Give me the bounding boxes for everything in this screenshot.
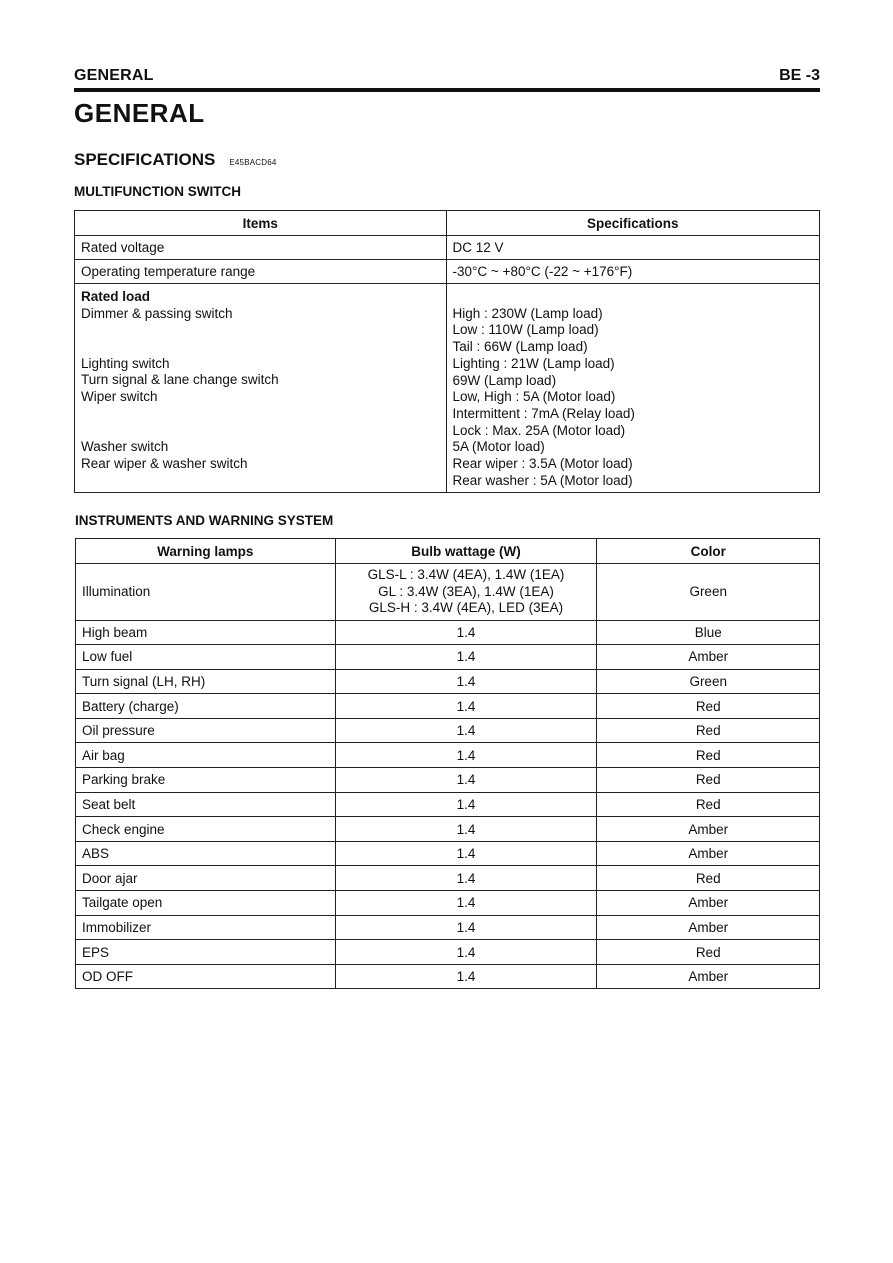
lamp-color: Red [597,940,820,965]
table-header-row [76,539,820,564]
wattage-line: GLS-L : 3.4W (4EA), 1.4W (1EA) [367,567,565,582]
lamp-name: OD OFF [76,964,336,989]
lamp-name: Check engine [76,817,336,842]
item-wiper: Wiper switch [81,389,158,405]
rated-load-items [75,284,447,493]
lamp-name: Battery (charge) [76,694,336,719]
warning-lamps-table [75,538,820,989]
rated-load-specs [446,284,819,493]
spec-line: 69W (Lamp load) [452,372,557,388]
column-header-items: Items [75,211,447,236]
table-row [76,915,820,940]
page-number: BE -3 [779,67,820,84]
column-header-bulb-wattage: Bulb wattage (W) [335,539,597,564]
table-row [76,817,820,842]
spec-line: Low, High : 5A (Motor load) [452,389,616,405]
page-title: GENERAL [74,98,205,128]
item-lighting: Lighting switch [81,355,170,371]
table-row [76,792,820,817]
table-row [76,841,820,866]
lamp-name: ABS [76,841,336,866]
table-row [76,645,820,670]
lamp-wattage: 1.4 [335,891,597,916]
lamp-wattage: 1.4 [335,743,597,768]
item-rated-voltage: Rated voltage [75,236,447,260]
spec-rated-voltage: DC 12 V [446,236,819,260]
lamp-wattage: 1.4 [335,841,597,866]
lamp-name: Door ajar [76,866,336,891]
lamp-name: Air bag [76,743,336,768]
table-row [76,694,820,719]
item-rear-wiper-washer: Rear wiper & washer switch [81,455,248,471]
table-row [76,866,820,891]
lamp-wattage: 1.4 [335,817,597,842]
lamp-name: Immobilizer [76,915,336,940]
table-row [76,669,820,694]
lamp-name: EPS [76,940,336,965]
column-header-specifications: Specifications [446,211,819,236]
lamp-name: Tailgate open [76,891,336,916]
lamp-name: Illumination [76,564,336,621]
lamp-color: Red [597,792,820,817]
table-row [75,236,820,260]
lamp-color: Red [597,743,820,768]
lamp-name: Low fuel [76,645,336,670]
column-header-color: Color [597,539,820,564]
section-label: GENERAL [74,67,154,84]
lamp-color: Amber [597,645,820,670]
table-row [75,284,820,493]
table-row [76,768,820,793]
column-header-warning-lamps: Warning lamps [76,539,336,564]
header-rule [74,88,820,92]
lamp-wattage [335,564,597,621]
page-header [74,67,820,89]
lamp-wattage: 1.4 [335,620,597,645]
lamp-name: Turn signal (LH, RH) [76,669,336,694]
lamp-color: Amber [597,817,820,842]
lamp-name: Oil pressure [76,718,336,743]
table-row [75,260,820,284]
lamp-wattage: 1.4 [335,792,597,817]
lamp-wattage: 1.4 [335,718,597,743]
table-row [76,743,820,768]
spec-line: High : 230W (Lamp load) [452,305,603,321]
spec-line: Lock : Max. 25A (Motor load) [452,422,626,438]
lamp-wattage: 1.4 [335,915,597,940]
lamp-color: Red [597,866,820,891]
spec-line: Tail : 66W (Lamp load) [452,339,588,355]
item-dimmer: Dimmer & passing switch [81,305,233,321]
lamp-wattage: 1.4 [335,964,597,989]
spec-operating-temperature: -30°C ~ +80°C (-22 ~ +176°F) [446,260,819,284]
spec-line: Rear wiper : 3.5A (Motor load) [452,456,633,472]
lamp-color: Amber [597,841,820,866]
instruments-heading: INSTRUMENTS AND WARNING SYSTEM [75,513,334,528]
wattage-line: GL : 3.4W (3EA), 1.4W (1EA) [378,583,554,599]
lamp-color: Blue [597,620,820,645]
multifunction-table [74,210,820,493]
lamp-wattage: 1.4 [335,768,597,793]
lamp-color: Red [597,718,820,743]
spec-line: Lighting : 21W (Lamp load) [452,355,615,371]
lamp-color: Green [597,669,820,694]
lamp-color: Amber [597,964,820,989]
table-row [76,718,820,743]
rated-load-label: Rated load [81,289,151,304]
specifications-heading [74,150,277,170]
lamp-wattage: 1.4 [335,669,597,694]
lamp-color: Amber [597,915,820,940]
lamp-wattage: 1.4 [335,645,597,670]
item-washer: Washer switch [81,439,169,455]
table-row [76,940,820,965]
specifications-label: SPECIFICATIONS [74,150,216,169]
lamp-wattage: 1.4 [335,694,597,719]
lamp-name: Parking brake [76,768,336,793]
wattage-line: GLS-H : 3.4W (4EA), LED (3EA) [368,600,564,615]
table-row [76,891,820,916]
lamp-wattage: 1.4 [335,940,597,965]
lamp-wattage: 1.4 [335,866,597,891]
lamp-name: Seat belt [76,792,336,817]
spec-line: 5A (Motor load) [452,439,545,455]
spec-line: Intermittent : 7mA (Relay load) [452,405,635,421]
lamp-color: Green [597,564,820,621]
table-header-row [75,211,820,236]
lamp-color: Red [597,768,820,793]
item-operating-temperature: Operating temperature range [75,260,447,284]
table-row [76,964,820,989]
spec-line: Low : 110W (Lamp load) [452,322,599,338]
specifications-code: E45BACD64 [229,158,277,167]
lamp-name: High beam [76,620,336,645]
item-turn-signal: Turn signal & lane change switch [81,372,279,388]
table-row [76,620,820,645]
spec-line: Rear washer : 5A (Motor load) [452,472,633,488]
lamp-color: Amber [597,891,820,916]
lamp-color: Red [597,694,820,719]
multifunction-heading: MULTIFUNCTION SWITCH [74,184,241,199]
table-row [76,564,820,621]
